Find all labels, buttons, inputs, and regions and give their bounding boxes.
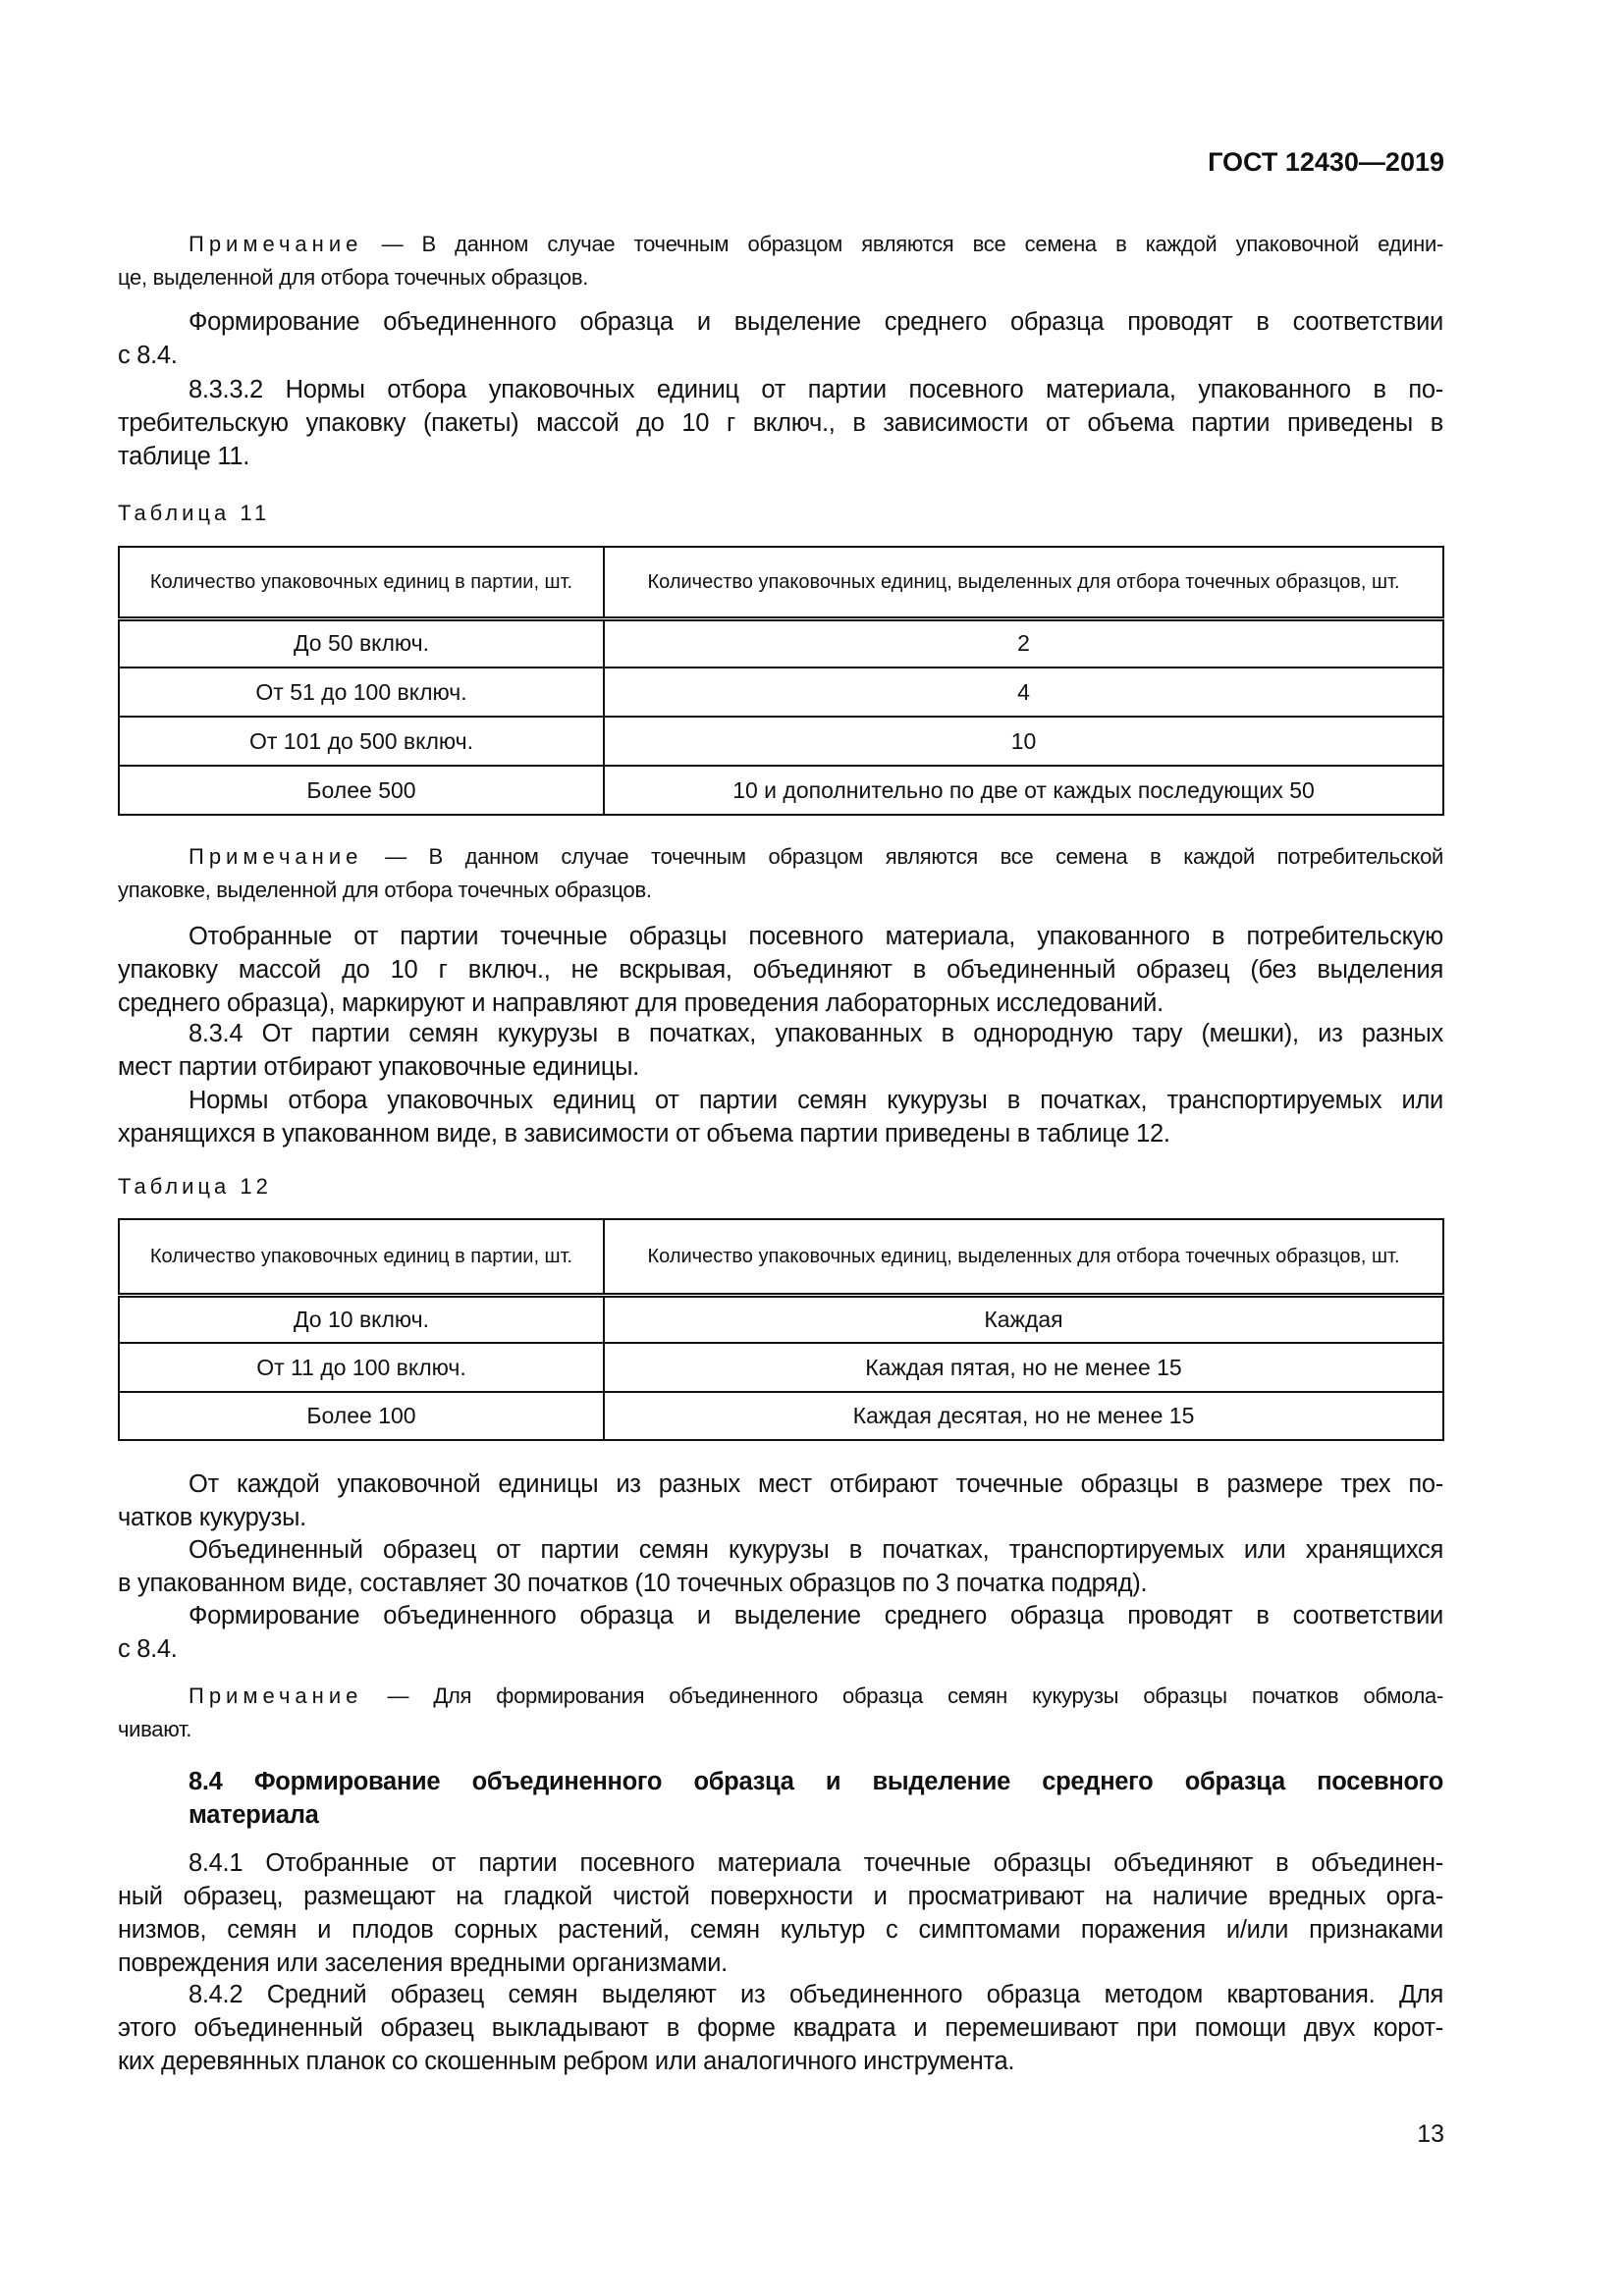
paragraph-line: повреждения или заселения вредными организмами. bbox=[118, 1949, 728, 1977]
paragraph-line: этого объединенный образец выкладывают в форме квадрата и перемешивают при помощи двух корот- bbox=[118, 2014, 1443, 2042]
note-text: — В данном случае точечным образцом являются все семена в каждой потребительской bbox=[385, 844, 1443, 869]
table-cell: Каждая bbox=[604, 1295, 1443, 1343]
note-line bbox=[189, 840, 1443, 873]
table-cell: От 11 до 100 включ. bbox=[119, 1343, 604, 1392]
table-cell: Каждая десятая, но не менее 15 bbox=[604, 1392, 1443, 1440]
paragraph-line: хранящихся в упакованном виде, в зависимости от объема партии приведены в таблице 12. bbox=[118, 1120, 1170, 1148]
paragraph-line: ный образец, размещают на гладкой чистой поверхности и просматривают на наличие вредных орга- bbox=[118, 1883, 1443, 1910]
paragraph-line: 8.4.1 Отобранные от партии посевного материала точечные образцы объединяют в объединен- bbox=[189, 1849, 1443, 1877]
table-row bbox=[119, 618, 1443, 667]
table-header-row bbox=[119, 1219, 1443, 1295]
table-row bbox=[119, 766, 1443, 815]
document-code: ГОСТ 12430—2019 bbox=[1208, 147, 1444, 177]
paragraph-line: в упакованном виде, составляет 30 початков (10 точечных образцов по 3 початка подряд). bbox=[118, 1570, 1148, 1597]
paragraph-line: с 8.4. bbox=[118, 1635, 178, 1663]
column-header: Количество упаковочных единиц в партии, шт. bbox=[119, 547, 604, 618]
note-line bbox=[189, 1680, 1443, 1712]
paragraph-line: таблице 11. bbox=[118, 443, 249, 470]
table-cell: От 51 до 100 включ. bbox=[119, 667, 604, 717]
table-cell: Более 500 bbox=[119, 766, 604, 815]
paragraph-line: ких деревянных планок со скошенным ребром или аналогичного инструмента. bbox=[118, 2048, 1015, 2075]
table-cell: 4 bbox=[604, 667, 1443, 717]
table-row bbox=[119, 667, 1443, 717]
paragraph-line: Объединенный образец от партии семян кукурузы в початках, транспортируемых или хранящихся bbox=[189, 1536, 1443, 1564]
table-cell: Более 100 bbox=[119, 1392, 604, 1440]
column-header: Количество упаковочных единиц в партии, шт. bbox=[119, 1219, 604, 1295]
note-label: Примечание bbox=[189, 1683, 363, 1708]
note-text: — Для формирования объединенного образца семян кукурузы образцы початков обмола- bbox=[387, 1683, 1443, 1708]
table-header-row bbox=[119, 547, 1443, 618]
table-11 bbox=[118, 546, 1444, 816]
paragraph-line: Формирование объединенного образца и выделение среднего образца проводят в соответствии bbox=[189, 1602, 1443, 1629]
paragraph-line: 8.4.2 Средний образец семян выделяют из объединенного образца методом квартования. Для bbox=[189, 1981, 1443, 2008]
note-line: чивают. bbox=[118, 1717, 192, 1741]
paragraph-line: среднего образца), маркируют и направляют для проведения лабораторных исследований. bbox=[118, 989, 1164, 1017]
table-cell: 10 и дополнительно по две от каждых последующих 50 bbox=[604, 766, 1443, 815]
table-11-caption: Таблица 11 bbox=[118, 501, 271, 525]
column-header: Количество упаковочных единиц, выделенных для отбора точечных образцов, шт. bbox=[604, 547, 1443, 618]
column-header: Количество упаковочных единиц, выделенных для отбора точечных образцов, шт. bbox=[604, 1219, 1443, 1295]
table-row bbox=[119, 1392, 1443, 1440]
paragraph-line: Нормы отбора упаковочных единиц от партии семян кукурузы в початках, транспортируемых или bbox=[189, 1087, 1443, 1114]
paragraph-line: требительскую упаковку (пакеты) массой до 10 г включ., в зависимости от объема партии приведены в bbox=[118, 409, 1443, 437]
note-label: Примечание bbox=[189, 844, 363, 869]
table-row bbox=[119, 717, 1443, 766]
section-heading-line: материала bbox=[189, 1801, 319, 1829]
note-line bbox=[189, 228, 1443, 260]
table-cell: Каждая пятая, но не менее 15 bbox=[604, 1343, 1443, 1392]
page-number: 13 bbox=[1417, 2120, 1444, 2148]
table-cell: 2 bbox=[604, 618, 1443, 667]
paragraph-line: чатков кукурузы. bbox=[118, 1504, 306, 1531]
paragraph-line: Отобранные от партии точечные образцы посевного материала, упакованного в потребительскую bbox=[189, 923, 1443, 950]
table-cell: До 50 включ. bbox=[119, 618, 604, 667]
table-12 bbox=[118, 1218, 1444, 1441]
paragraph-line: мест партии отбирают упаковочные единицы. bbox=[118, 1053, 639, 1081]
table-cell: До 10 включ. bbox=[119, 1295, 604, 1343]
section-heading-line: 8.4 Формирование объединенного образца и выделение среднего образца посевного bbox=[189, 1768, 1443, 1795]
paragraph-line: От каждой упаковочной единицы из разных мест отбирают точечные образцы в размере трех по- bbox=[189, 1470, 1443, 1498]
note-line: упаковке, выделенной для отбора точечных образцов. bbox=[118, 878, 652, 902]
paragraph-line: упаковку массой до 10 г включ., не вскрывая, объединяют в объединенный образец (без выделения bbox=[118, 956, 1443, 984]
paragraph-line: Формирование объединенного образца и выделение среднего образца проводят в соответствии bbox=[189, 308, 1443, 336]
paragraph-line: с 8.4. bbox=[118, 342, 178, 369]
table-row bbox=[119, 1343, 1443, 1392]
paragraph-line: 8.3.4 От партии семян кукурузы в початках, упакованных в однородную тару (мешки), из разных bbox=[189, 1020, 1443, 1047]
paragraph-line: 8.3.3.2 Нормы отбора упаковочных единиц от партии посевного материала, упакованного в по- bbox=[189, 376, 1443, 403]
table-row bbox=[119, 1295, 1443, 1343]
note-label: Примечание bbox=[189, 232, 363, 256]
table-cell: 10 bbox=[604, 717, 1443, 766]
note-line: це, выделенной для отбора точечных образцов. bbox=[118, 265, 589, 290]
paragraph-line: низмов, семян и плодов сорных растений, семян культур с симптомами поражения и/или признаками bbox=[118, 1916, 1443, 1944]
note-text: — В данном случае точечным образцом являются все семена в каждой упаковочной едини- bbox=[381, 232, 1443, 256]
table-12-caption: Таблица 12 bbox=[118, 1174, 272, 1199]
table-cell: От 101 до 500 включ. bbox=[119, 717, 604, 766]
